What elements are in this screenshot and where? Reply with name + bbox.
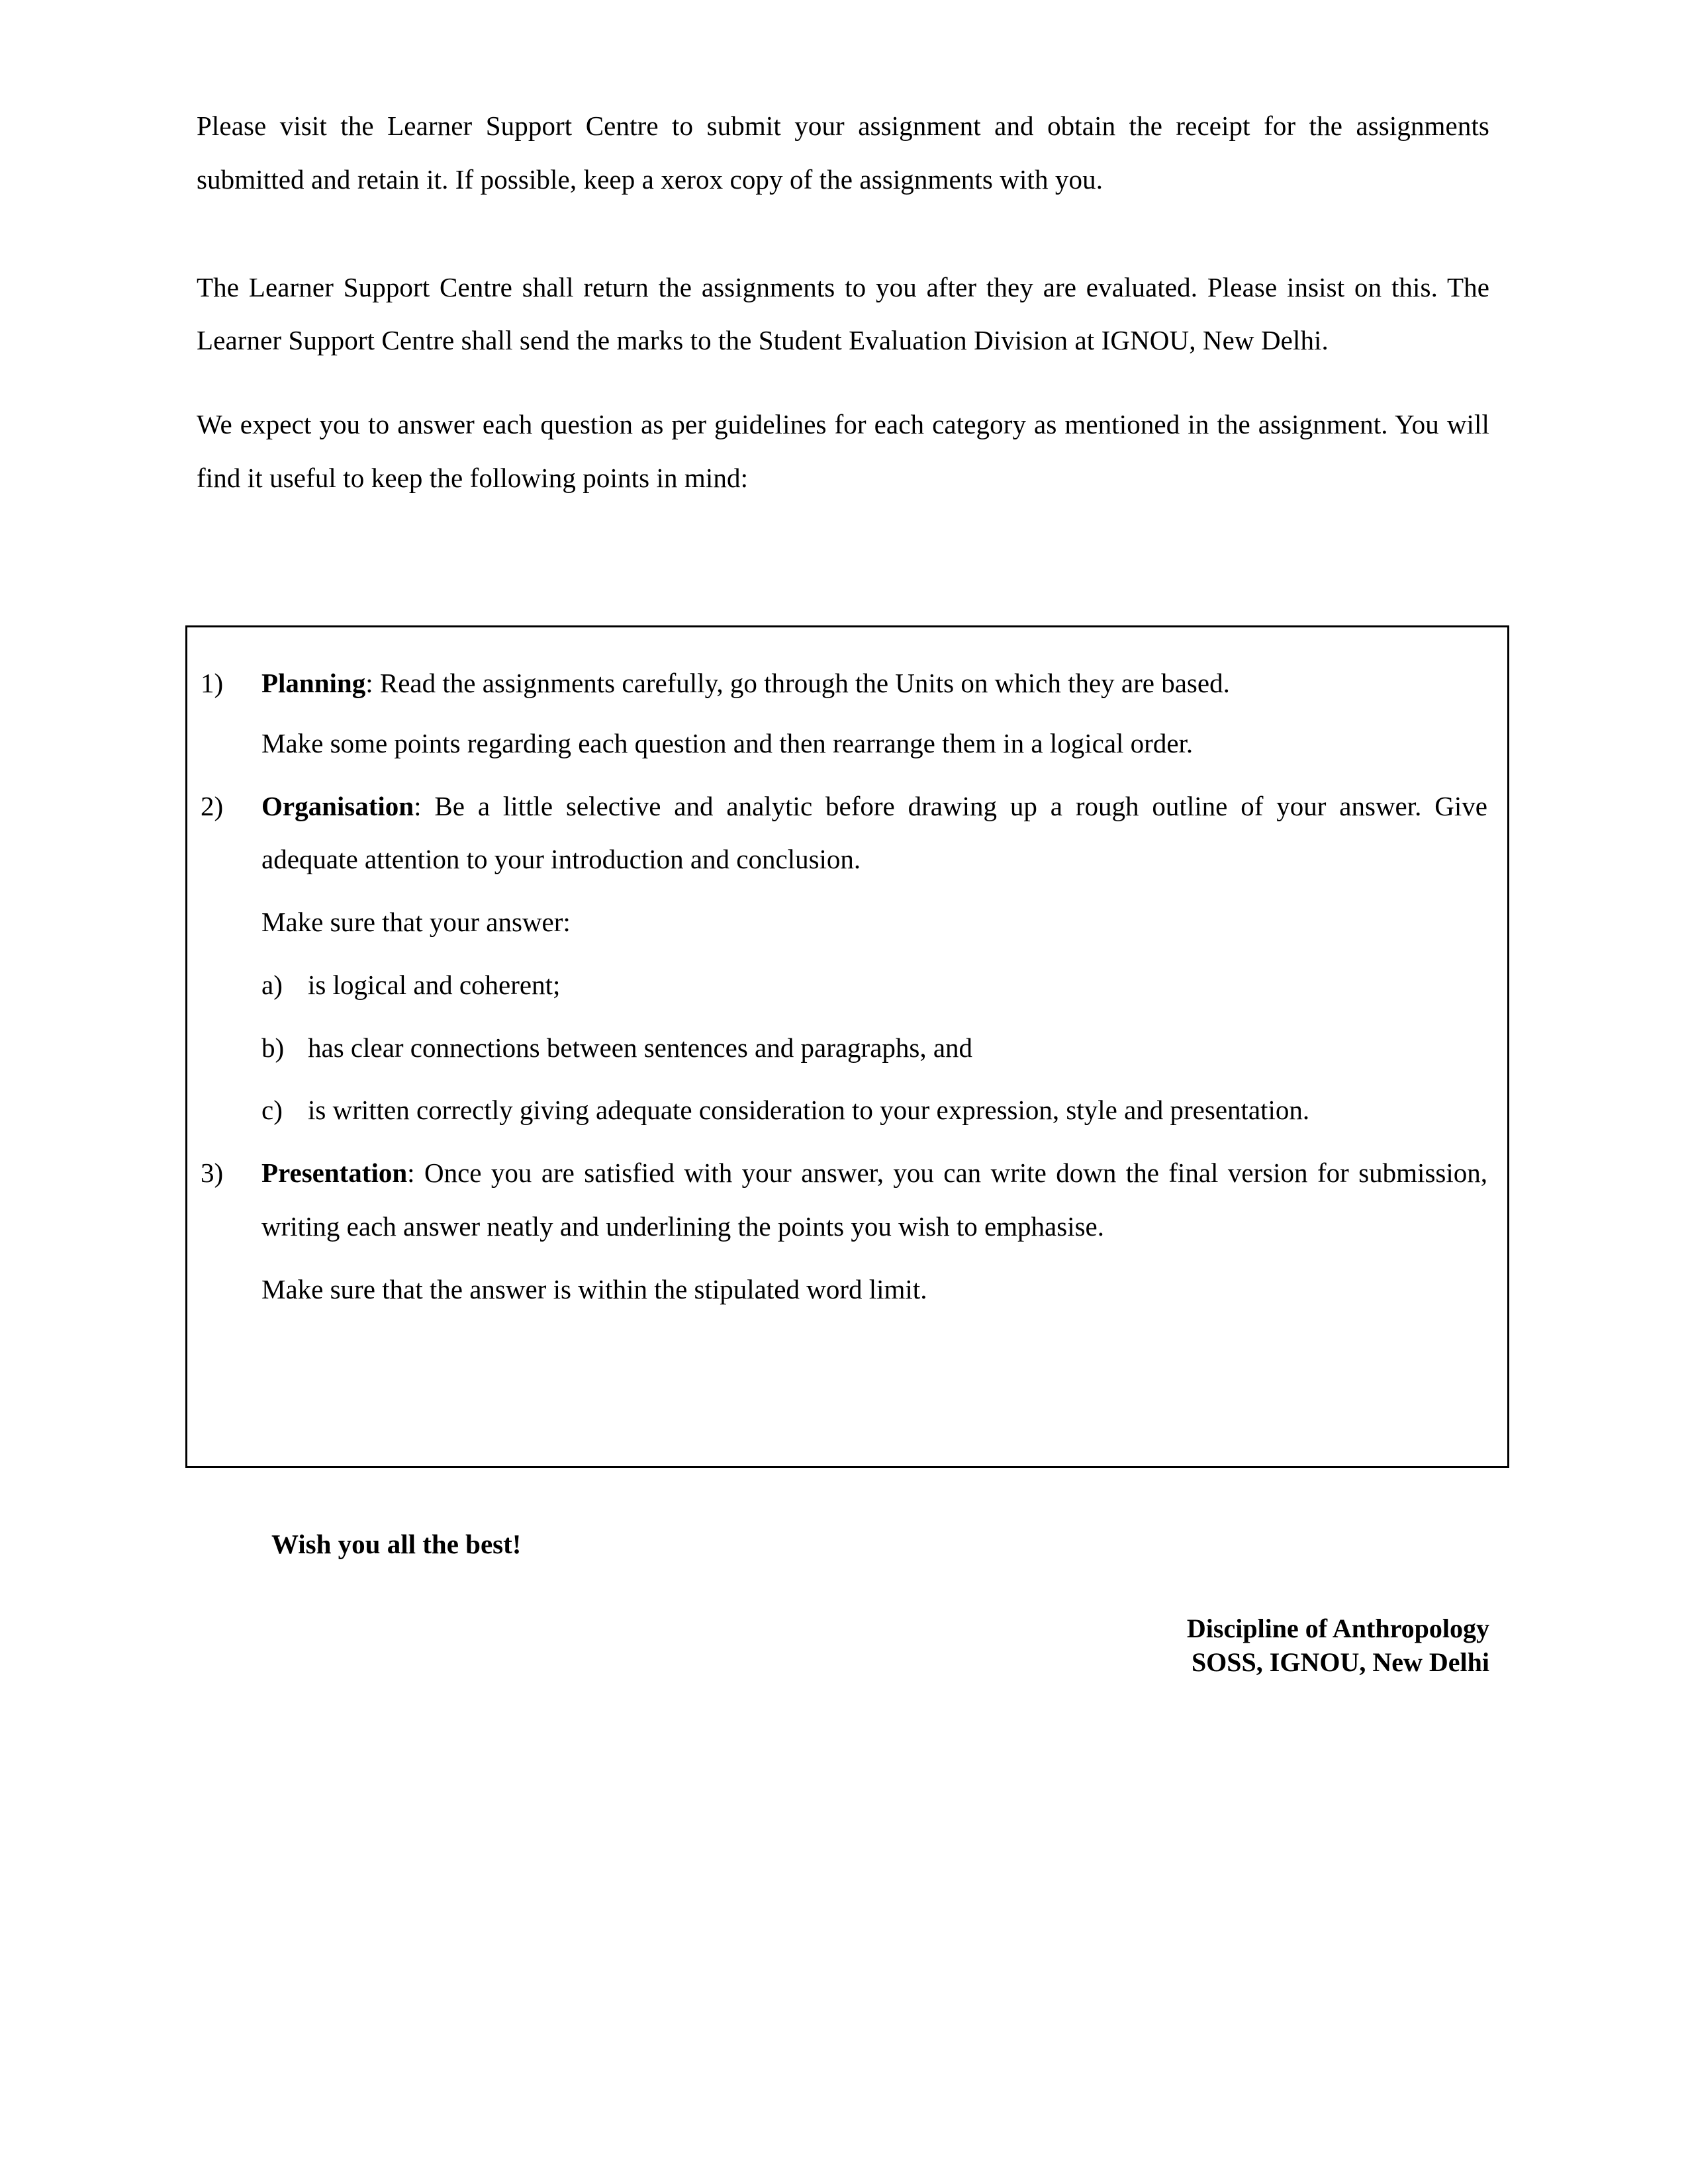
closing-wish: Wish you all the best! bbox=[271, 1529, 522, 1559]
guideline-sub-marker-b: b) bbox=[261, 1032, 285, 1063]
document-content bbox=[197, 99, 1489, 1678]
paragraph-submit-instructions: Please visit the Learner Support Centre to submit your assignment and obtain the receipt for the assignments submitted and retain it. If possible, keep a xerox copy of the assignments with you. bbox=[197, 111, 1489, 195]
guideline-sub-list bbox=[201, 958, 1487, 1137]
guideline-sub-item-a bbox=[261, 958, 1487, 1012]
guideline-marker-2: 2) bbox=[201, 790, 224, 821]
guideline-text-organisation: : Be a little selective and analytic before drawing up a rough outline of your answer. Give adequate attention to your introduction and conclusion. bbox=[261, 790, 1487, 875]
guideline-text-planning: : Read the assignments carefully, go through the Units on which they are based. bbox=[365, 668, 1230, 698]
guideline-label-organisation: Organisation bbox=[261, 790, 414, 821]
guideline-marker-1: 1) bbox=[201, 668, 224, 698]
guidelines-box-inner bbox=[187, 627, 1507, 1316]
guideline-item-presentation bbox=[201, 1146, 1487, 1253]
signature-block bbox=[1187, 1612, 1489, 1679]
guideline-sub-item-c bbox=[261, 1083, 1487, 1137]
signature-institution: SOSS, IGNOU, New Delhi bbox=[1191, 1647, 1489, 1678]
signature-discipline: Discipline of Anthropology bbox=[1186, 1614, 1489, 1643]
guideline-sub-text-c: is written correctly giving adequate consideration to your expression, style and presentation. bbox=[308, 1095, 1310, 1126]
guideline-label-planning: Planning bbox=[261, 668, 366, 698]
guideline-sub-text-a: is logical and coherent; bbox=[308, 969, 561, 1000]
guideline-continuation-presentation: Make sure that the answer is within the stipulated word limit. bbox=[261, 1273, 927, 1304]
paragraph-spacer bbox=[197, 237, 1489, 261]
guideline-sub-marker-c: c) bbox=[261, 1095, 283, 1126]
guideline-marker-3: 3) bbox=[201, 1158, 224, 1189]
guideline-item-planning bbox=[201, 657, 1487, 710]
guideline-sub-item-b bbox=[261, 1021, 1487, 1075]
guideline-label-presentation: Presentation bbox=[261, 1158, 408, 1189]
guideline-continuation-planning: Make some points regarding each question and then rearrange them in a logical order. bbox=[261, 727, 1194, 758]
paragraph-return-instructions: The Learner Support Centre shall return the assignments to you after they are evaluated. Please insist on this. The Learner Support Centre shall send the marks to the Student Evaluation Division at IGNOU, New Delhi. bbox=[197, 271, 1489, 356]
guideline-continuation-organisation: Make sure that your answer: bbox=[261, 907, 571, 938]
guideline-text-presentation: : Once you are satisfied with your answer, you can write down the final version for submission, writing each answer neatly and underlining the points you wish to emphasise. bbox=[261, 1158, 1487, 1242]
guideline-sub-marker-a: a) bbox=[261, 969, 283, 1000]
guideline-sub-text-b: has clear connections between sentences and paragraphs, and bbox=[308, 1032, 973, 1063]
paragraph-answer-guidelines-intro: We expect you to answer each question as per guidelines for each category as mentioned in the assignment. You will find it useful to keep the following points in mind: bbox=[197, 409, 1489, 493]
guidelines-box bbox=[185, 625, 1509, 1468]
guideline-item-organisation bbox=[201, 780, 1487, 887]
